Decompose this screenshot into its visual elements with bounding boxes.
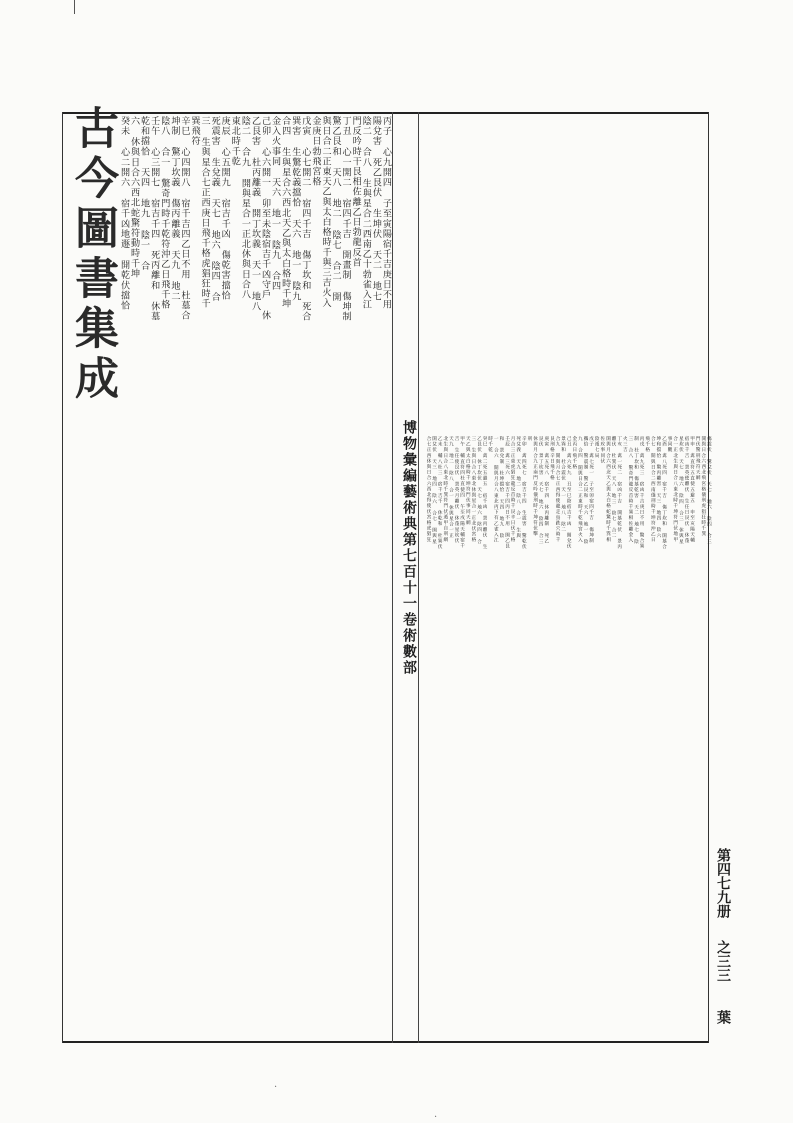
text-column: 天九 地二 陰八 合一 休與星合一正	[448, 436, 454, 539]
leaf-label: 之三三	[715, 940, 731, 982]
bottom-border	[62, 1041, 709, 1043]
text-column: 癸巳 禽二死五避五 宿千凶 景丙離伏 生	[482, 436, 488, 550]
text-column: 宿凶千吉 景英使離伏 生任日艮伏 休蓬	[684, 436, 689, 544]
text-column: 乾和擋恰 天四 地九 陰一 合	[139, 116, 150, 272]
text-column: 制 杜丁坎和 傷墓乾害 天二 地七 陰	[633, 436, 639, 545]
text-column: 乙艮伏 休丁坎伏 天七 地六 陰四 合	[476, 436, 482, 545]
text-column: 丙子 心九開四 子至寅陽宿千吉庚日不用	[380, 116, 391, 310]
text-column: 陰二 合八 生與星合二西南乙十勃雀入江	[360, 116, 371, 310]
text-column: 與日合二正東天乙與太白格時千與三吉火入	[320, 116, 331, 308]
text-column: 三 生與星合七正西庚日飛千格虎猖狂時千	[199, 116, 210, 309]
text-column: 合四 生與星合六西北天乙與太白格時千坤	[280, 116, 291, 309]
text-column: 巽飛符	[189, 116, 200, 147]
text-column: 辛卯 禽四死七 宿吉千四 生震害 驚乾伏	[521, 436, 527, 550]
text-column: 甲申 禽直符五直使五避五 申至亥陽天輔	[689, 436, 695, 544]
top-edge-mark	[74, 0, 75, 14]
text-column: 艮伏 景丁坎害 天七 地六 陰四 合三	[538, 436, 544, 545]
text-column: 癸未 心二開六 宿千凶地遯 開乾伏擋恰	[119, 116, 129, 311]
leaf-mark: 葉	[715, 1010, 731, 1024]
text-column: 和 景兌制 杜坤擋恰 天四 地九 陰	[498, 436, 504, 539]
text-column: 丙戌 禽九死三 宿凶千吉庚日不用 驚合巽	[639, 436, 645, 550]
text-column: 攜恰 驚震制 驚乙艮和 天六 地一 陰	[583, 436, 588, 545]
text-column: 乙艮害 杜丙離義 開丁坎義 天一 地八	[250, 116, 260, 312]
text-column: 甲午 輔直符四杜直使四 午至戌陽天輔宿千	[459, 436, 465, 549]
text-column: 一 合六 開與月合八東北丙下有乙雀入江	[493, 436, 499, 544]
text-column: 事同觀	[667, 436, 673, 453]
text-column: 天乙與太白格時千坤符門伏事同天網	[465, 436, 471, 526]
text-column: 合七正西休與日合六西北得使伏宮格虎猖狂	[426, 436, 431, 543]
text-column: 開兌伏 天三 地四 陰六 合七 開與星	[431, 436, 437, 545]
text-column: 丁丑 心一開二 宿四千吉 開畫制 傷坤制	[340, 116, 351, 322]
text-column: 死兌義 天九 地二 陰八 合一 生與	[515, 436, 521, 539]
text-column: 開與月合六西北天乙與太白格蛇驚時千巽相	[605, 436, 611, 543]
text-column: 金庚日勃飛宮格	[310, 116, 321, 187]
text-column: 陽兌害 死乙艮伏 生坤伏 天二 地七	[370, 116, 381, 302]
text-column: 己丑 禽六死九 丑至巳陰宿吉千凶 開兌伏	[566, 436, 572, 550]
book-title: 古今圖書集成	[67, 105, 118, 405]
top-border	[62, 112, 709, 114]
text-column: 壬午 心三開七 宿吉千四 死丙離和 休墓	[149, 116, 160, 322]
text-column: 三 生與日合八東北休與星合一正北伏宮格	[470, 436, 476, 543]
text-column: 艮刑格辛日飛千格	[549, 436, 555, 481]
text-column: 開與日合六西北飛宮格儀刑虎猖狂時千巽	[700, 436, 706, 537]
text-column: 死震害 生兌義 天七 地六 陰四 合	[209, 116, 220, 303]
text-column: 火三吉	[622, 436, 628, 453]
text-column: 坤制 驚丁坎義 傷丙離義 天九 地二	[169, 116, 180, 302]
specks: ·	[274, 1082, 278, 1093]
center-header: 博物彙編藝術典第七百十一卷術數部	[401, 420, 417, 676]
text-column: 庚辰 心五開九 宿吉千凶 傷乾害擋恰	[219, 116, 230, 301]
text-column: 辛巳 心四開八 宿千吉四乙日不用 杜墓合	[179, 116, 190, 321]
text-column: 丁亥 禽一死二 宿凶千吉 開墓乾伏 景丙	[616, 436, 622, 550]
text-column: 己卯 心六開一 卯至未陰宿吉千凶守戶 休	[260, 116, 270, 321]
text-column: 金入火事同 天六 地一 陰九 合四	[270, 116, 281, 292]
text-column: 北生與日合八東北時千巽符門伏遁甲自刑網	[442, 436, 448, 543]
text-column: 陰二 合九 開與星合一正北休與日合八	[239, 116, 250, 300]
text-column: 六 休與日合六西北蛇驚符動時千坤	[129, 116, 140, 279]
text-column: 陰八 合一 驚奇門時千乾符沖乙日飛千格	[159, 116, 170, 310]
text-column: 九 合四 開與日合二正東時千乾飛宮火入	[577, 436, 583, 544]
text-column: 戊寅 心七開二 宿四千吉 傷丁坎和 死合	[300, 116, 311, 322]
text-column: 時千乾	[487, 436, 493, 453]
volume-label: 第四七九册	[715, 848, 731, 918]
text-column: 門伏驚刑飛符天網	[695, 436, 701, 481]
text-column: 乙酉 禽八死四 宿千吉 傷丁坎和 開墓合	[661, 436, 667, 550]
text-column: 佐玫事同伏	[599, 436, 605, 464]
text-column: 合七 開與日合二西南儀刑時千坤符沖乙日	[650, 436, 656, 543]
text-column: 離伏 杜巽伏 天八 地三 陰七 合二	[611, 436, 617, 539]
text-column: 休與月合九正南門反吟儀刑時千坤符伏擊	[532, 436, 538, 537]
text-column: 金丙日飛千格	[571, 436, 577, 470]
text-column: 飛千格	[644, 436, 650, 453]
text-column: 吉 生任使艮伏 景英月離伏 休蓬星坎伏	[454, 436, 459, 544]
text-column: 星坎伏 天七 地六 陰四 合三 休與星	[678, 436, 684, 545]
text-column: 陰遁七局	[594, 436, 600, 459]
text-column: 三 合八 驚奇門龍反首時千巽相佐離金入	[627, 436, 633, 544]
text-column: 壬辰 禽三死六 宿吉千四丙日不用 開乙艮	[504, 436, 510, 550]
text-column: 刑	[526, 436, 532, 442]
specks-2: ·	[434, 1112, 438, 1123]
text-column: 巽害 生驚乾義擋恰 天六 地一 陰九	[290, 116, 301, 302]
text-column: 乙未 輔八杜三 宿千吉千 休乾和 杜巽伏	[437, 436, 443, 550]
text-column: 門反吟時干艮相佐離乙日勃龍反首	[350, 116, 361, 268]
text-column: 合九 開與月合七正西得使龍走鳥跌穴時千	[555, 436, 560, 543]
text-column: 庚寅 禽五死八 宿千四 休丙離制 死乙	[543, 436, 549, 544]
text-column: 傷震伏 驚兌伏 天七 地六 陰四 合三	[706, 436, 712, 545]
text-column: 景巽和 杜合震伏 天一 地八 陰二	[560, 436, 566, 533]
text-column: 驚乙艮和 天八 地二 陰七 合二 開	[330, 116, 341, 303]
center-gutter-left	[392, 112, 393, 1043]
left-border	[62, 112, 63, 1043]
text-column: 戊子 禽七死一 子至卯宿四千吉 傷坤制	[588, 436, 594, 544]
text-column: 合一正北生與日合八東北時千坤符門伏地甲	[672, 436, 678, 543]
center-gutter-right	[418, 112, 419, 1043]
text-column: 坤和擋恰 驚丙離害 天三 地四 陰六	[655, 436, 661, 539]
text-column: 月合三正東虎猖狂龍反首時千艮辛日伏千格	[510, 436, 516, 543]
text-column: 東北時千乾	[229, 116, 240, 167]
